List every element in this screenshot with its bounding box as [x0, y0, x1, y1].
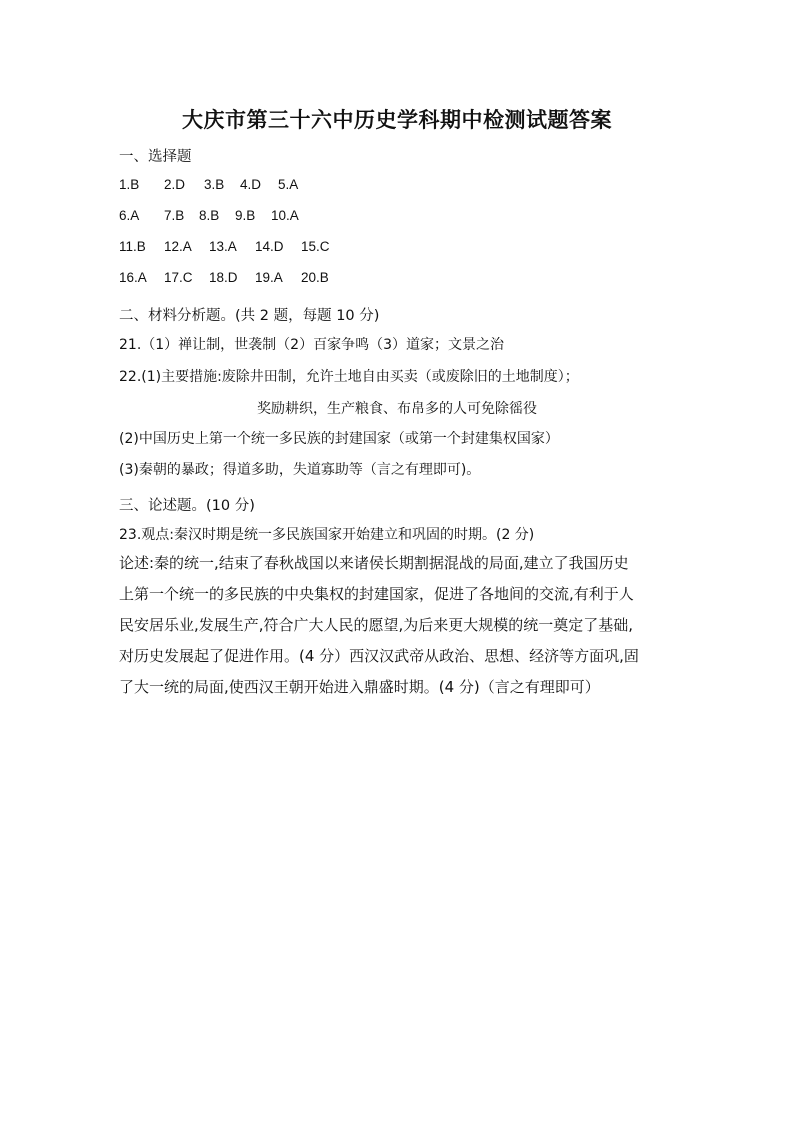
mc-row-1 [119, 177, 298, 193]
mc-answer: 9.B [235, 208, 256, 223]
section-1-heading: 一、选择题 [119, 149, 192, 165]
mc-answer: 17.C [164, 270, 193, 285]
answer-22-1-continued: 奖励耕织，生产粮食、布帛多的人可免除徭役 [257, 401, 537, 417]
section-2-heading: 二、材料分析题。(共 2 题，每题 10 分) [119, 308, 380, 324]
mc-answer: 18.D [209, 270, 238, 285]
argument-line: 民安居乐业,发展生产,符合广大人民的愿望,为后来更大规模的统一奠定了基础, [119, 616, 634, 634]
mc-answer: 2.D [164, 177, 186, 192]
argument-line: 上第一个统一的多民族的中央集权的封建国家，促进了各地间的交流,有利于人 [119, 585, 634, 603]
mc-answer: 15.C [301, 239, 330, 254]
mc-answer: 13.A [209, 239, 237, 254]
mc-answer: 3.B [204, 177, 225, 192]
mc-answer: 5.A [278, 177, 299, 192]
argument-line: 对历史发展起了促进作用。(4 分）西汉汉武帝从政治、思想、经济等方面巩,固 [119, 647, 639, 665]
page-title: 大庆市第三十六中历史学科期中检测试题答案 [182, 108, 612, 132]
section-3-heading: 三、论述题。(10 分) [119, 498, 255, 514]
answer-22-2: (2)中国历史上第一个统一多民族的封建国家（或第一个封建集权国家） [119, 431, 559, 447]
mc-answer: 19.A [255, 270, 283, 285]
mc-answer: 4.D [240, 177, 262, 192]
argument-line: 了大一统的局面,使西汉王朝开始进入鼎盛时期。(4 分)（言之有理即可） [119, 678, 600, 696]
mc-row-4 [119, 270, 329, 286]
mc-answer: 11.B [119, 239, 146, 254]
mc-row-2 [119, 208, 299, 224]
mc-answer: 20.B [301, 270, 329, 285]
mc-answer: 10.A [271, 208, 299, 223]
mc-row-3 [119, 239, 330, 255]
answer-23-view: 23.观点:秦汉时期是统一多民族国家开始建立和巩固的时期。(2 分) [119, 527, 535, 543]
answer-22-3: (3)秦朝的暴政；得道多助，失道寡助等（言之有理即可)。 [119, 462, 481, 478]
answer-23-argument [119, 548, 679, 703]
mc-answer: 1.B [119, 177, 140, 192]
answer-21: 21.（1）禅让制，世袭制（2）百家争鸣（3）道家；文景之治 [119, 337, 504, 353]
mc-answer: 8.B [199, 208, 220, 223]
answer-22-1: 22.(1)主要措施:废除井田制，允许土地自由买卖（或废除旧的土地制度）； [119, 369, 579, 385]
mc-answer: 14.D [255, 239, 284, 254]
argument-line: 论述:秦的统一,结束了春秋战国以来诸侯长期割据混战的局面,建立了我国历史 [119, 554, 629, 572]
mc-answer: 6.A [119, 208, 140, 223]
mc-answer: 7.B [164, 208, 185, 223]
mc-answer: 12.A [164, 239, 192, 254]
mc-answer: 16.A [119, 270, 147, 285]
